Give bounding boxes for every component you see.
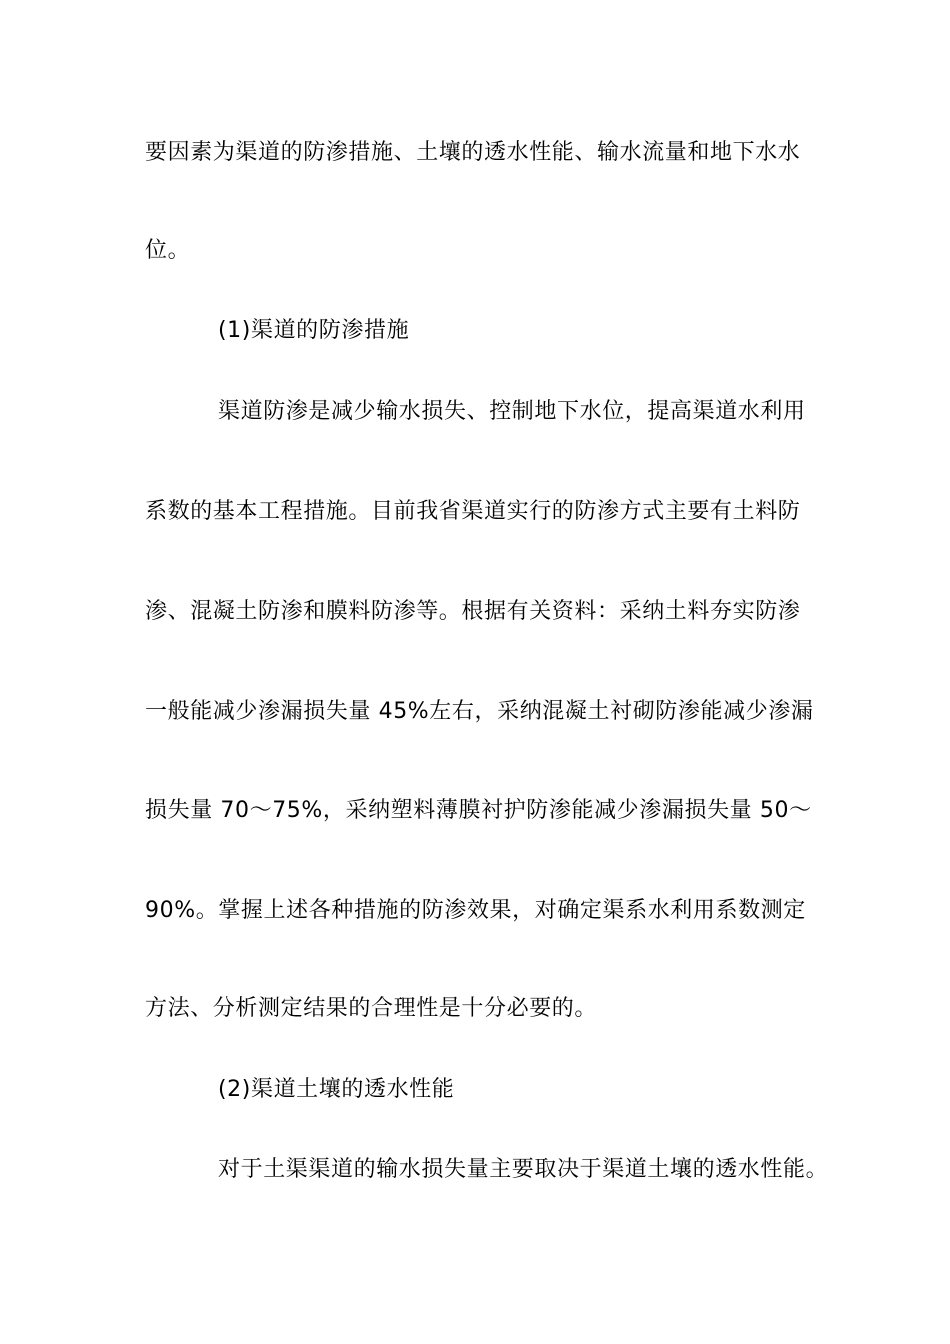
body-text-line: 系数的基本工程措施。目前我省渠道实行的防渗方式主要有土料防 <box>145 499 801 524</box>
body-text-line: 损失量 70～75%，采纳塑料薄膜衬护防渗能减少渗漏损失量 50～ <box>145 798 812 823</box>
body-text-line: 对于土渠渠道的输水损失量主要取决于渠道土壤的透水性能。 <box>218 1157 829 1182</box>
body-text-line: 要因素为渠道的防渗措施、土壤的透水性能、输水流量和地下水水 <box>145 140 801 165</box>
body-text-line: 方法、分析测定结果的合理性是十分必要的。 <box>145 996 598 1021</box>
body-text-line: 90%。掌握上述各种措施的防渗效果，对确定渠系水利用系数测定 <box>145 898 806 923</box>
body-text-line: 渠道防渗是减少输水损失、控制地下水位，提高渠道水利用 <box>218 399 806 424</box>
section-heading-2: (2)渠道土壤的透水性能 <box>218 1077 455 1102</box>
body-text-line: 渗、混凝土防渗和膜料防渗等。根据有关资料：采纳土料夯实防渗 <box>145 599 801 624</box>
section-heading-1: (1)渠道的防渗措施 <box>218 318 410 343</box>
body-text-line: 位。 <box>145 238 191 263</box>
body-text-line: 一般能减少渗漏损失量 45%左右，采纳混凝土衬砌防渗能减少渗漏 <box>145 699 814 724</box>
